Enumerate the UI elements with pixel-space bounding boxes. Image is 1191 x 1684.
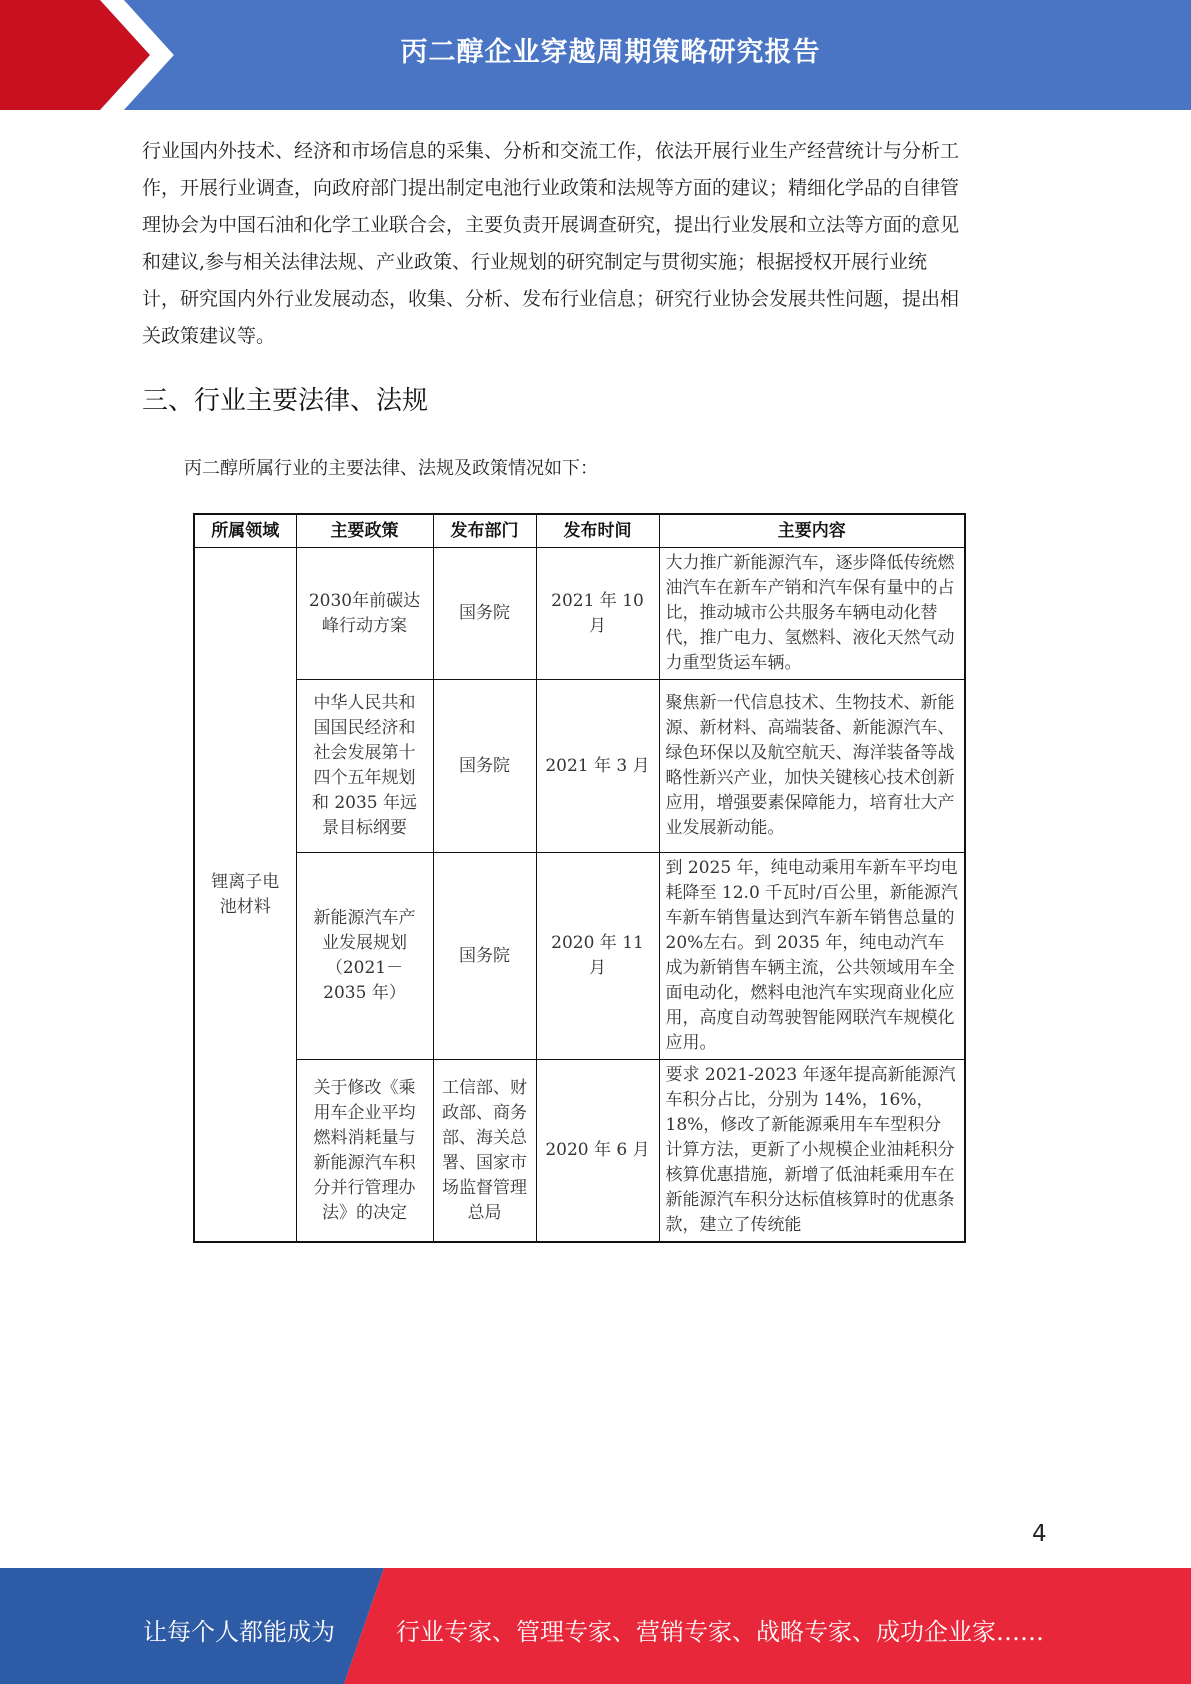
header-department: 发布部门 [433, 514, 536, 548]
footer-slogan-left: 让每个人都能成为 [143, 1618, 335, 1646]
paragraph-line: 作，开展行业调查，向政府部门提出制定电池行业政策和法规等方面的建议；精细化学品的自律管 [142, 177, 960, 199]
date-cell: 2020 年 6 月 [536, 1060, 659, 1243]
domain-cell: 锂离子电池材料 [194, 548, 296, 1243]
date-cell: 2020 年 11 月 [536, 853, 659, 1060]
content-cell: 到 2025 年，纯电动乘用车新车平均电耗降至 12.0 千瓦时/百公里，新能源汽车新车销售量达到汽车新车销售总量的 20%左右。到 2035 年，纯电动汽车成为新销售车辆主流，公共领域用车全面电动化，燃料电池汽车实现商业化应用，高度自动驾驶智能网联汽车规模化应用。 [659, 853, 965, 1060]
table-row [194, 548, 965, 680]
report-title: 丙二醇企业穿越周期策略研究报告 [400, 37, 821, 68]
policy-cell: 关于修改《乘用车企业平均燃料消耗量与新能源汽车积分并行管理办法》的决定 [296, 1060, 433, 1243]
policy-table [193, 513, 966, 1243]
body-paragraph [142, 133, 1047, 355]
paragraph-line: 计，研究国内外行业发展动态，收集、分析、发布行业信息；研究行业协会发展共性问题，提出相 [142, 288, 960, 310]
paragraph-line: 理协会为中国石油和化学工业联合会，主要负责开展调查研究，提出行业发展和立法等方面的意见 [142, 214, 960, 236]
paragraph-line: 关政策建议等。 [142, 325, 276, 347]
footer-slogan-right: 行业专家、管理专家、营销专家、战略专家、成功企业家…… [396, 1618, 1044, 1646]
header-policy: 主要政策 [296, 514, 433, 548]
section-heading: 三、行业主要法律、法规 [142, 386, 429, 416]
header-content: 主要内容 [659, 514, 965, 548]
content-cell: 聚焦新一代信息技术、生物技术、新能源、新材料、高端装备、新能源汽车、绿色环保以及航空航天、海洋装备等战略性新兴产业，加快关键核心技术创新应用，增强要素保障能力，培育壮大产业发展新动能。 [659, 680, 965, 853]
table-intro: 丙二醇所属行业的主要法律、法规及政策情况如下： [184, 458, 598, 479]
department-cell: 国务院 [433, 853, 536, 1060]
department-cell: 工信部、财政部、商务部、海关总署、国家市场监督管理总局 [433, 1060, 536, 1243]
header-banner [0, 0, 1191, 110]
content-cell: 要求 2021-2023 年逐年提高新能源汽车积分占比，分别为 14%，16%，18%，修改了新能源乘用车车型积分计算方法，更新了小规模企业油耗积分核算优惠措施，新增了低油耗乘用车在新能源汽车积分达标值核算时的优惠条款，建立了传统能 [659, 1060, 965, 1243]
paragraph-line: 行业国内外技术、经济和市场信息的采集、分析和交流工作，依法开展行业生产经营统计与分析工 [142, 140, 960, 162]
footer-banner [0, 1568, 1191, 1684]
department-cell: 国务院 [433, 680, 536, 853]
table-header-row [194, 514, 965, 548]
header-date: 发布时间 [536, 514, 659, 548]
table-row [194, 680, 965, 853]
policy-cell: 2030年前碳达峰行动方案 [296, 548, 433, 680]
content-cell: 大力推广新能源汽车，逐步降低传统燃油汽车在新车产销和汽车保有量中的占比，推动城市公共服务车辆电动化替代，推广电力、氢燃料、液化天然气动力重型货运车辆。 [659, 548, 965, 680]
date-cell: 2021 年 10 月 [536, 548, 659, 680]
header-domain: 所属领域 [194, 514, 296, 548]
policy-cell: 中华人民共和国国民经济和社会发展第十四个五年规划和 2035 年远景目标纲要 [296, 680, 433, 853]
date-cell: 2021 年 3 月 [536, 680, 659, 853]
department-cell: 国务院 [433, 548, 536, 680]
page-number: 4 [1032, 1521, 1047, 1547]
policy-cell: 新能源汽车产业发展规划（2021－2035 年） [296, 853, 433, 1060]
paragraph-line: 和建议,参与相关法律法规、产业政策、行业规划的研究制定与贯彻实施；根据授权开展行业统 [142, 251, 928, 273]
table-row [194, 853, 965, 1060]
table-row [194, 1060, 965, 1243]
